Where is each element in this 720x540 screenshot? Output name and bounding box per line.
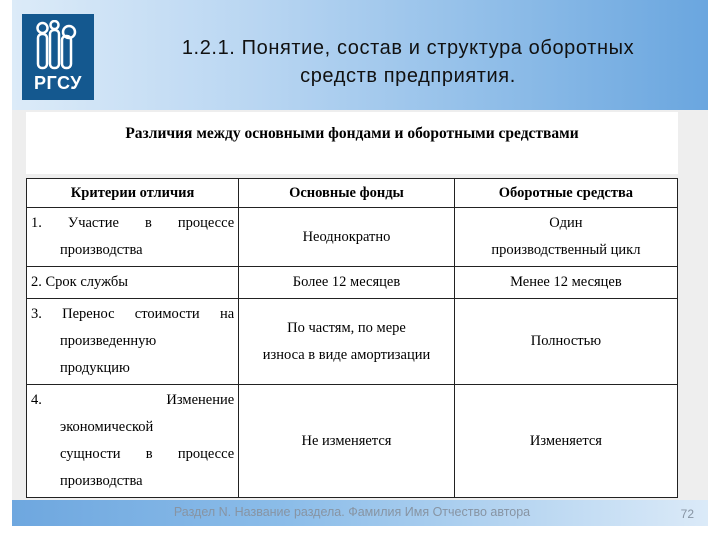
criterion-line	[31, 301, 234, 328]
cell-line: производственный цикл	[491, 242, 641, 258]
table-row	[27, 299, 678, 385]
fixed-assets-cell: Неоднократно	[239, 208, 455, 267]
criterion-cell	[27, 208, 239, 267]
table-header-row	[27, 179, 678, 208]
criterion-word: стоимости	[134, 306, 200, 322]
fixed-assets-cell	[239, 299, 455, 385]
slide-title	[118, 34, 698, 90]
rgsu-logo	[22, 14, 94, 100]
footer-text: Раздел N. Название раздела. Фамилия Имя Отчество автора	[173, 505, 531, 519]
criterion-word: процессе	[177, 446, 235, 462]
comparison-table	[26, 178, 678, 498]
column-header-current-assets: Оборотные средства	[454, 179, 677, 208]
column-header-criteria: Критерии отличия	[27, 179, 239, 208]
subheading-box	[26, 112, 678, 174]
criterion-line	[31, 210, 234, 237]
current-assets-cell	[454, 208, 677, 267]
criterion-word: Изменение	[166, 392, 235, 408]
title-line-1: 1.2.1. Понятие, состав и структура оборотных	[181, 37, 635, 59]
current-assets-cell: Менее 12 месяцев	[454, 267, 677, 299]
current-assets-cell: Полностью	[454, 299, 677, 385]
logo-text: РГСУ	[34, 73, 82, 93]
criterion-word: Перенос	[62, 306, 115, 322]
subheading: Различия между основными фондами и оборотными средствами	[125, 125, 579, 142]
criterion-line: производства	[60, 242, 143, 258]
criterion-line: экономической	[60, 419, 154, 435]
criterion-word: в	[145, 446, 153, 462]
current-assets-cell: Изменяется	[454, 385, 677, 498]
criterion-word: сущности	[60, 446, 121, 462]
title-line-2: средств предприятия.	[300, 65, 516, 87]
criterion-cell: 2. Срок службы	[27, 267, 239, 299]
criterion-number: 1.	[31, 215, 42, 231]
footer-bar	[12, 500, 708, 526]
page-number: 72	[680, 507, 694, 521]
criterion-word: Участие	[67, 215, 119, 231]
criterion-word: в	[144, 215, 152, 231]
criterion-line: произведенную	[60, 333, 157, 349]
criterion-line	[31, 441, 234, 468]
logo-emblem-icon	[36, 20, 80, 70]
criterion-line: производства	[60, 473, 143, 489]
criterion-number: 3.	[31, 306, 42, 322]
cell-line: По частям, по мере	[287, 319, 406, 336]
cell-line: износа в виде амортизации	[262, 346, 431, 363]
cell-line: Один	[549, 215, 583, 231]
fixed-assets-cell: Не изменяется	[239, 385, 455, 498]
table-row	[27, 267, 678, 299]
criterion-line: продукцию	[60, 360, 130, 376]
criterion-line	[31, 387, 234, 414]
criterion-word: процессе	[177, 215, 235, 231]
column-header-fixed-assets: Основные фонды	[239, 179, 455, 208]
table-row	[27, 208, 678, 267]
criterion-cell	[27, 385, 239, 498]
criterion-number: 4.	[31, 392, 42, 408]
criterion-cell	[27, 299, 239, 385]
criterion-word: на	[219, 306, 235, 322]
fixed-assets-cell: Более 12 месяцев	[239, 267, 455, 299]
table-row	[27, 385, 678, 498]
